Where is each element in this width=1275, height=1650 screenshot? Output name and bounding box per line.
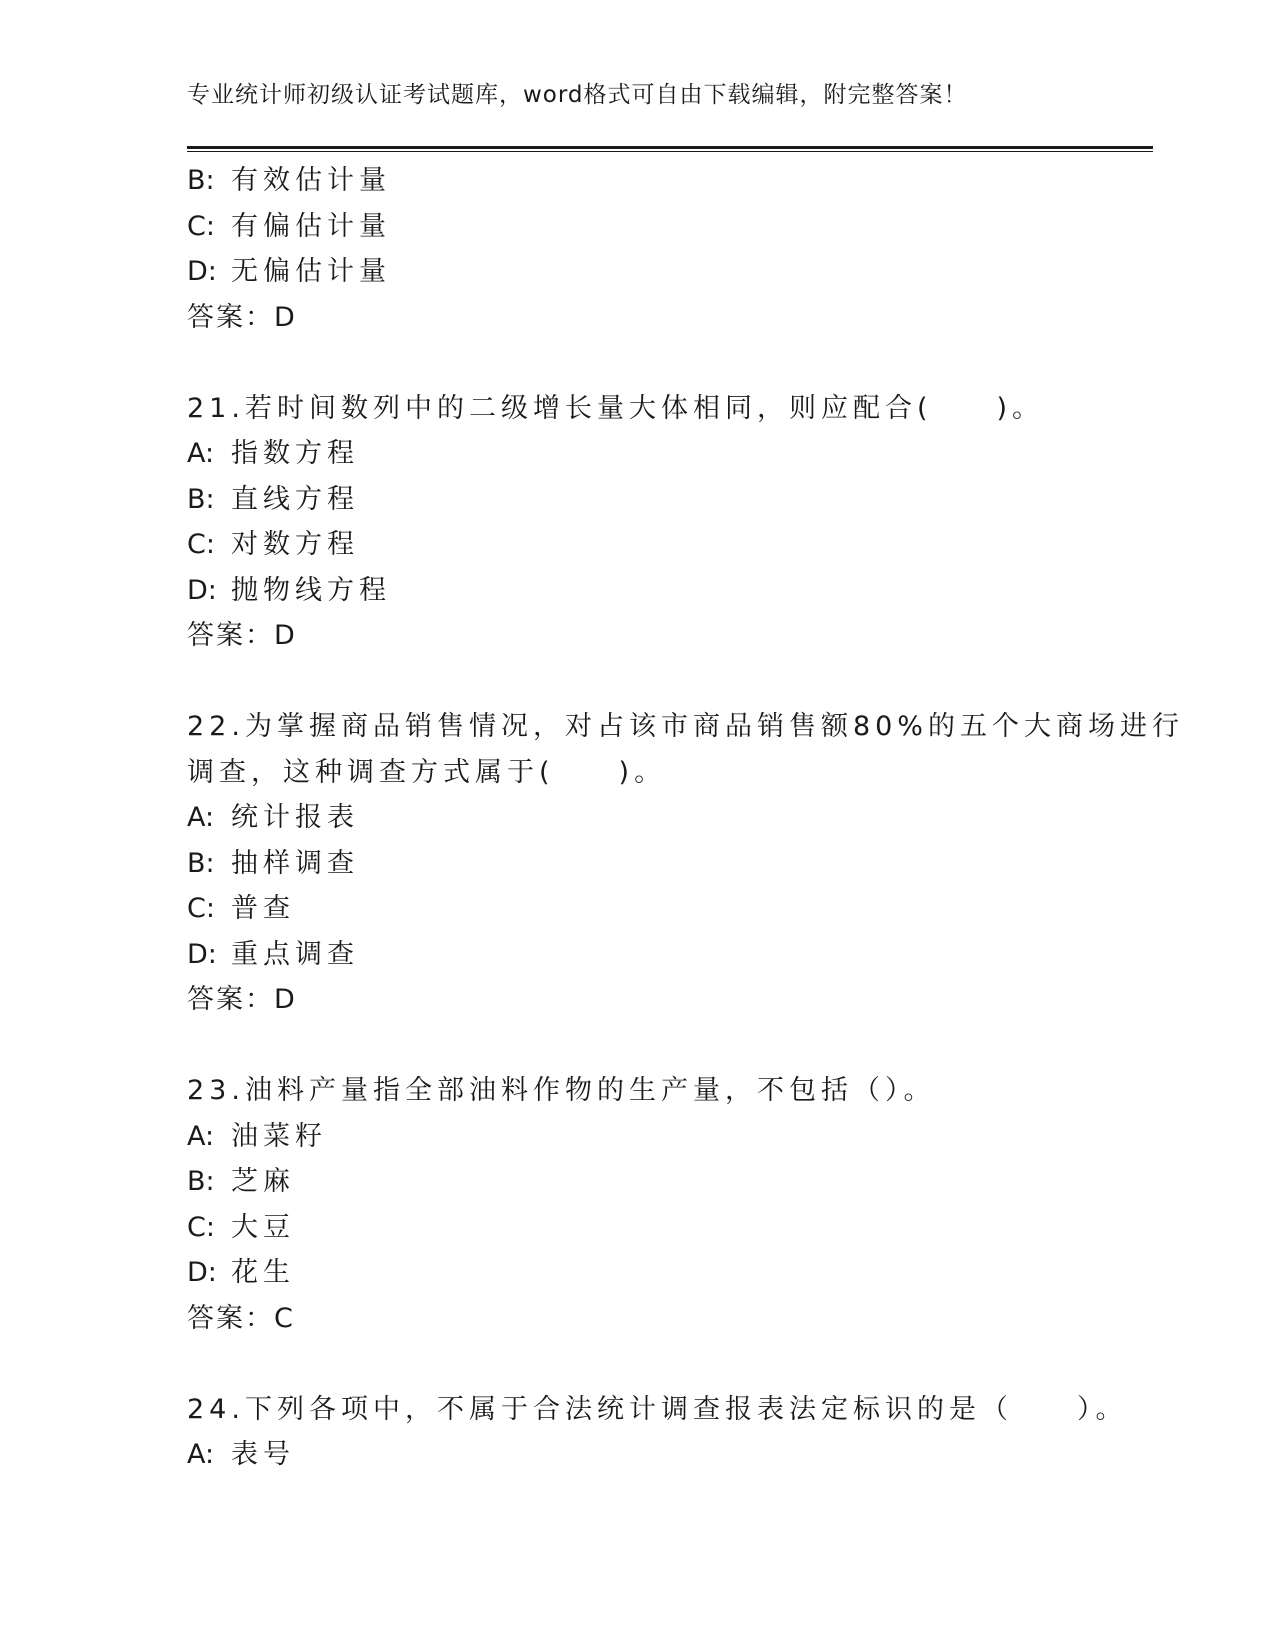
option-a bbox=[187, 1114, 1127, 1160]
option-a bbox=[187, 431, 1127, 477]
header-divider-thin bbox=[187, 151, 1153, 152]
option-text: 无偏估计量 bbox=[231, 256, 391, 287]
option-key: C: bbox=[187, 893, 215, 924]
option-text: 直线方程 bbox=[231, 483, 359, 515]
option-d bbox=[187, 1250, 1127, 1296]
option-a bbox=[187, 1432, 1127, 1478]
option-key: A: bbox=[187, 1439, 215, 1470]
option-key: D: bbox=[187, 938, 217, 970]
option-text: 统计报表 bbox=[231, 802, 359, 833]
option-key: A: bbox=[187, 438, 215, 469]
option-text: 普查 bbox=[231, 893, 295, 924]
option-text: 大豆 bbox=[231, 1211, 295, 1243]
option-key: B: bbox=[187, 847, 215, 879]
spacer bbox=[187, 1341, 1127, 1387]
option-d bbox=[187, 568, 1127, 614]
page-header-note: 专业统计师初级认证考试题库，word格式可自由下载编辑，附完整答案！ bbox=[187, 82, 968, 108]
option-text: 油菜籽 bbox=[231, 1120, 327, 1152]
question-block-21 bbox=[187, 386, 1127, 659]
answer-line: 答案：D bbox=[187, 301, 297, 333]
question-block-22 bbox=[187, 704, 1184, 1023]
option-text: 抛物线方程 bbox=[231, 574, 391, 606]
option-a bbox=[187, 795, 1127, 841]
option-d bbox=[187, 249, 1127, 295]
option-key: D: bbox=[187, 1257, 217, 1288]
option-text: 有效估计量 bbox=[231, 165, 391, 196]
question-block-23 bbox=[187, 1068, 1127, 1341]
option-text: 重点调查 bbox=[231, 938, 359, 970]
question-stem: 21.若时间数列中的二级增长量大体相同，则应配合( )。 bbox=[187, 392, 1045, 424]
option-key: B: bbox=[187, 483, 215, 515]
spacer bbox=[187, 1023, 1127, 1069]
option-text: 有偏估计量 bbox=[231, 210, 391, 242]
question-stem: 24.下列各项中，不属于合法统计调查报表法定标识的是（ ）。 bbox=[187, 1393, 1128, 1425]
option-text: 芝麻 bbox=[231, 1166, 295, 1197]
question-stem-line-1: 22.为掌握商品销售情况，对占该市商品销售额80%的五个大商场进行 bbox=[187, 711, 1184, 742]
option-key: B: bbox=[187, 165, 215, 196]
option-b bbox=[187, 477, 1127, 523]
question-block-prev bbox=[187, 158, 1127, 340]
option-key: A: bbox=[187, 1120, 215, 1152]
question-list bbox=[187, 158, 1184, 1478]
spacer bbox=[187, 659, 1127, 705]
question-block-24 bbox=[187, 1387, 1127, 1478]
option-key: C: bbox=[187, 210, 215, 242]
option-key: D: bbox=[187, 574, 217, 606]
option-b bbox=[187, 841, 1127, 887]
option-c bbox=[187, 886, 1127, 932]
option-key: D: bbox=[187, 256, 217, 287]
answer-line: 答案：C bbox=[187, 1302, 295, 1334]
option-key: C: bbox=[187, 1211, 215, 1243]
option-text: 对数方程 bbox=[231, 529, 359, 560]
option-text: 抽样调查 bbox=[231, 847, 359, 879]
spacer bbox=[187, 340, 1127, 386]
answer-line: 答案：D bbox=[187, 620, 297, 651]
header-divider-thick bbox=[187, 146, 1153, 149]
option-c bbox=[187, 1205, 1127, 1251]
option-b bbox=[187, 1159, 1127, 1205]
answer-line: 答案：D bbox=[187, 984, 297, 1015]
option-d bbox=[187, 932, 1127, 978]
question-stem: 23.油料产量指全部油料作物的生产量，不包括（）。 bbox=[187, 1075, 936, 1106]
option-key: B: bbox=[187, 1166, 215, 1197]
option-c bbox=[187, 204, 1127, 250]
option-text: 指数方程 bbox=[231, 438, 359, 469]
question-stem-line-2: 调查，这种调查方式属于( )。 bbox=[187, 756, 667, 788]
option-c bbox=[187, 522, 1127, 568]
option-text: 表号 bbox=[231, 1439, 295, 1470]
option-text: 花生 bbox=[231, 1257, 295, 1288]
option-key: A: bbox=[187, 802, 215, 833]
option-b bbox=[187, 158, 1127, 204]
option-key: C: bbox=[187, 529, 215, 560]
